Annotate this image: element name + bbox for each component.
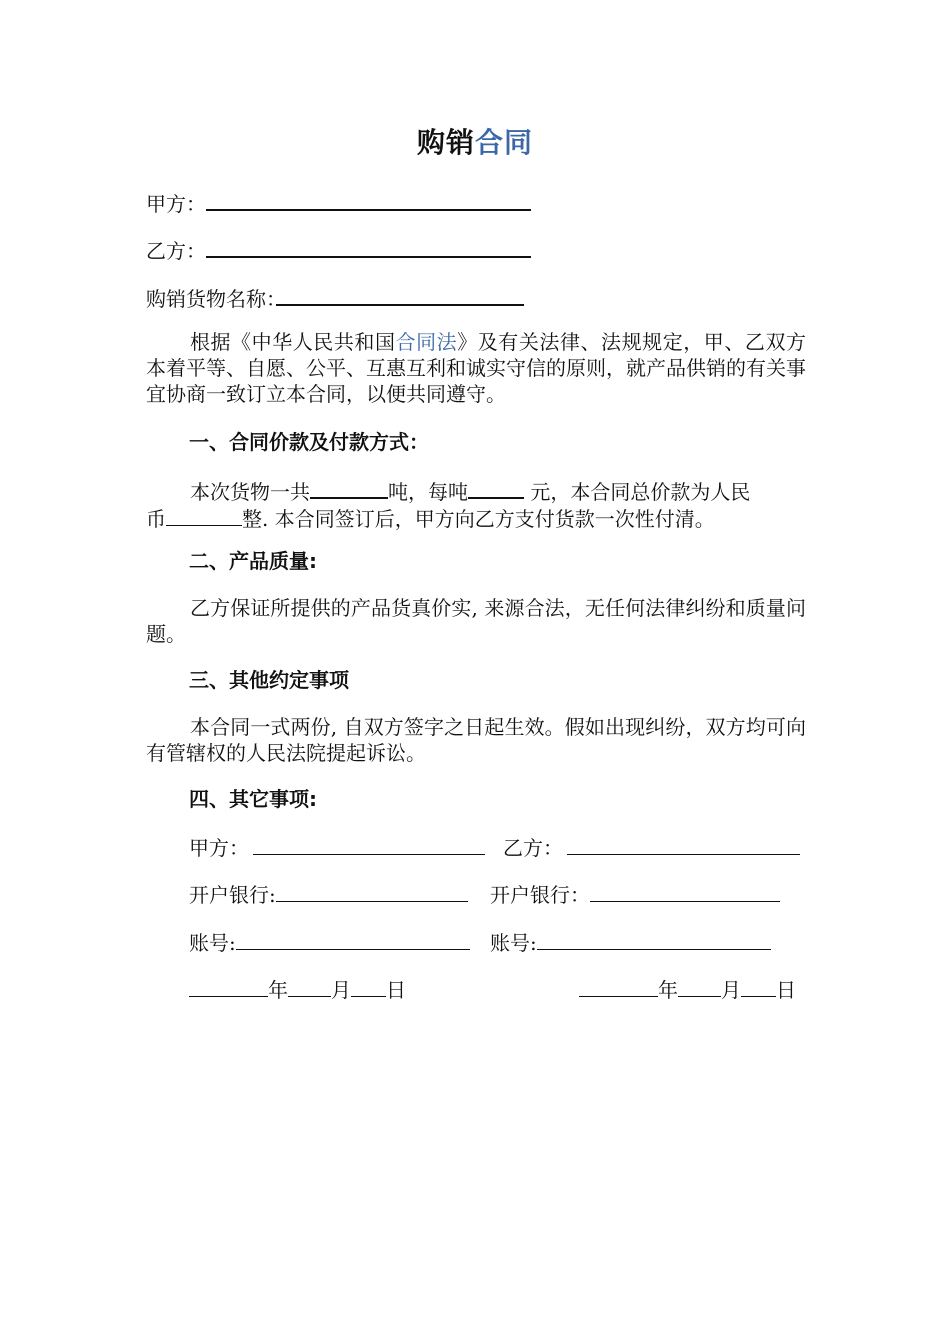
- date-a-month-blank: [288, 976, 331, 997]
- price-text-4: 币: [146, 507, 166, 531]
- account-party-b-blank: [537, 929, 771, 950]
- document-title: [0, 125, 950, 161]
- bank-party-a-label: 开户银行:: [189, 883, 276, 907]
- sign-party-a-label: 甲方：: [189, 836, 249, 860]
- date-b-month-label: 月: [721, 978, 741, 1002]
- account-party-b-label: 账号:: [490, 931, 537, 955]
- sign-party-b-blank: [567, 834, 800, 855]
- goods-name-label: 购销货物名称：: [146, 287, 286, 311]
- title-part-purchase-sale: 购销: [416, 126, 475, 159]
- date-b-day-blank: [741, 976, 776, 997]
- sign-party-b: [503, 834, 800, 861]
- price-text-1: 本次货物一共: [190, 480, 310, 504]
- unit-price-blank: [468, 477, 524, 499]
- date-party-a: [189, 976, 406, 1003]
- account-party-a-label: 账号:: [189, 931, 236, 955]
- section-3-paragraph: 本合同一式两份, 自双方签字之日起生效。假如出现纠纷，双方均可向有管辖权的人民法院提起诉讼。: [146, 715, 806, 765]
- contract-law-link[interactable]: 合同法: [395, 330, 458, 354]
- goods-name-field: [146, 284, 524, 312]
- section-2-paragraph: 乙方保证所提供的产品货真价实, 来源合法，无任何法律纠纷和质量问题。: [146, 596, 806, 646]
- account-party-b: [490, 929, 771, 956]
- date-a-year-label: 年: [268, 978, 288, 1002]
- tonnage-blank: [310, 477, 388, 499]
- total-price-blank: [166, 505, 242, 526]
- title-part-contract-link[interactable]: 合同: [475, 126, 534, 159]
- party-a-label: 甲方：: [146, 192, 206, 216]
- party-a-blank: [206, 189, 531, 211]
- bank-party-b-label: 开户银行：: [490, 883, 590, 907]
- party-b-label: 乙方：: [146, 239, 206, 263]
- date-b-year-label: 年: [658, 978, 678, 1002]
- date-b-year-blank: [579, 976, 658, 997]
- account-party-a-blank: [236, 929, 470, 950]
- bank-party-a: [189, 881, 468, 908]
- goods-name-blank: [276, 284, 524, 306]
- party-b-field: [146, 236, 531, 264]
- date-b-day-label: 日: [776, 978, 796, 1002]
- date-b-month-blank: [678, 976, 721, 997]
- section-4-heading: 四、其它事项:: [189, 787, 317, 811]
- sign-party-a-blank: [253, 834, 485, 855]
- bank-party-a-blank: [276, 881, 468, 902]
- account-party-a: [189, 929, 470, 956]
- date-a-day-label: 日: [386, 978, 406, 1002]
- party-a-field: [146, 189, 531, 217]
- price-text-5: 整. 本合同签订后，甲方向乙方支付货款一次性付清。: [242, 507, 715, 531]
- intro-paragraph: [146, 329, 806, 407]
- section-1-paragraph: [146, 477, 806, 532]
- date-a-month-label: 月: [331, 978, 351, 1002]
- date-a-day-blank: [351, 976, 386, 997]
- section-3-heading: 三、其他约定事项: [189, 668, 349, 692]
- date-party-b: [579, 976, 796, 1003]
- party-b-blank: [206, 236, 531, 258]
- section-1-heading: 一、合同价款及付款方式：: [189, 430, 429, 454]
- bank-party-b: [490, 881, 780, 908]
- price-text-3: 元，本合同总价款为人民: [524, 480, 751, 504]
- intro-text-after: 》及有关法律、法规规定，甲、乙双方本着平等、自愿、公平、互惠互利和诚实守信的原则，就产品供销的有关事宜协商一致订立本合同，以便共同遵守。: [146, 330, 807, 406]
- sign-party-a: [189, 834, 485, 861]
- price-text-2: 吨，每吨: [388, 480, 468, 504]
- sign-party-b-label: 乙方：: [503, 836, 563, 860]
- intro-text-before: 根据《中华人民共和国: [190, 330, 396, 354]
- section-2-heading: 二、产品质量:: [189, 549, 317, 573]
- date-a-year-blank: [189, 976, 268, 997]
- bank-party-b-blank: [590, 881, 780, 902]
